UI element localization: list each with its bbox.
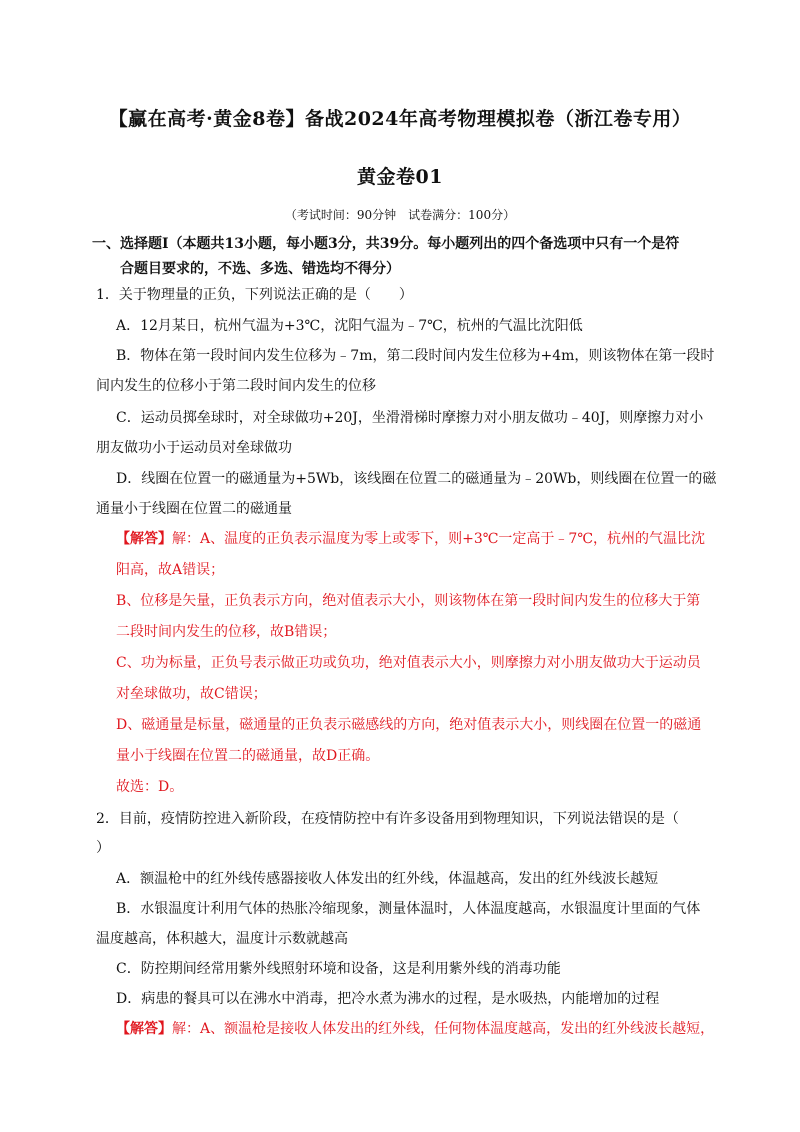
q1-option-c-line2: 朋友做功小于运动员对垒球做功 (96, 440, 292, 456)
q2-answer-tag: 【解答】 (116, 1021, 172, 1037)
q2-option-c: C．防控期间经常用紫外线照射环境和设备，这是利用紫外线的消毒功能 (116, 961, 561, 977)
q1-answer-d-line1: D、磁通量是标量，磁通量的正负表示磁感线的方向，绝对值表示大小，则线圈在位置一的磁通 (116, 717, 702, 733)
q2-option-b-line2: 温度越高，体积越大，温度计示数就越高 (96, 931, 348, 947)
q1-choice: 故选：D。 (116, 779, 184, 795)
q1-answer-b-line1: B、位移是矢量，正负表示方向，绝对值表示大小，则该物体在第一段时间内发生的位移大于第 (116, 593, 701, 609)
q1-option-d-line2: 通量小于线圈在位置二的磁通量 (96, 501, 292, 517)
exam-info: （考试时间：90分钟 试卷满分：100分） (284, 208, 516, 222)
q1-option-a: A．12月某日，杭州气温为+3℃，沈阳气温为﹣7℃，杭州的气温比沈阳低 (116, 318, 583, 334)
q1-option-d-line1: D．线圈在位置一的磁通量为+5Wb，该线圈在位置二的磁通量为﹣20Wb，则线圈在位置一的磁 (116, 471, 717, 487)
q1-answer-a-text: 解：A、温度的正负表示温度为零上或零下，则+3℃一定高于﹣7℃，杭州的气温比沈 (172, 531, 705, 547)
q2-option-b-line1: B．水银温度计利用气体的热胀冷缩现象，测量体温时，人体温度越高，水银温度计里面的气体 (116, 901, 701, 917)
q1-option-c-line1: C．运动员掷垒球时，对全球做功+20J，坐滑滑梯时摩擦力对小朋友做功﹣40J，则摩擦力对小 (116, 410, 704, 426)
section-heading-line2: 合题目要求的，不选、多选、错选均不得分） (120, 261, 400, 277)
q1-answer-b-line2: 二段时间内发生的位移，故B错误； (116, 624, 337, 640)
document-title: 【赢在高考·黄金8卷】备战2024年高考物理模拟卷（浙江卷专用） (108, 108, 692, 130)
q2-option-d: D．病患的餐具可以在沸水中消毒，把冷水煮为沸水的过程，是水吸热，内能增加的过程 (116, 991, 660, 1007)
q1-answer-c-line2: 对垒球做功，故C错误； (116, 686, 267, 702)
q1-answer-line1 (116, 528, 705, 548)
q1-answer-tag: 【解答】 (116, 531, 172, 547)
q1-stem: 1．关于物理量的正负，下列说法正确的是（ ） (96, 287, 413, 303)
q1-option-b-line2: 间内发生的位移小于第二段时间内发生的位移 (96, 378, 376, 394)
q1-answer-c-line1: C、功为标量，正负号表示做正功或负功，绝对值表示大小，则摩擦力对小朋友做功大于运动员 (116, 655, 701, 671)
q2-option-a: A．额温枪中的红外线传感器接收人体发出的红外线，体温越高，发出的红外线波长越短 (116, 871, 659, 887)
q2-stem-line2: ） (96, 840, 110, 856)
section-heading (92, 232, 732, 282)
section-heading-line1: 一、选择题Ⅰ（本题共13小题，每小题3分，共39分。每小题列出的四个备选项中只有一个是符 (92, 236, 680, 252)
q1-answer-a-line2: 阳高，故A错误； (116, 562, 225, 578)
q1-option-b-line1: B．物体在第一段时间内发生位移为﹣7m，第二段时间内发生位移为+4m，则该物体在第一段时 (116, 348, 715, 364)
q2-answer-line1 (116, 1018, 714, 1038)
q2-answer-a-text: 解：A、额温枪是接收人体发出的红外线，任何物体温度越高，发出的红外线波长越短， (172, 1021, 715, 1037)
q1-answer-d-line2: 量小于线圈在位置二的磁通量，故D正确。 (116, 748, 380, 764)
document-subtitle: 黄金卷01 (357, 166, 443, 188)
q2-stem-line1: 2．目前，疫情防控进入新阶段，在疫情防控中有许多设备用到物理知识，下列说法错误的是（ (96, 811, 679, 827)
